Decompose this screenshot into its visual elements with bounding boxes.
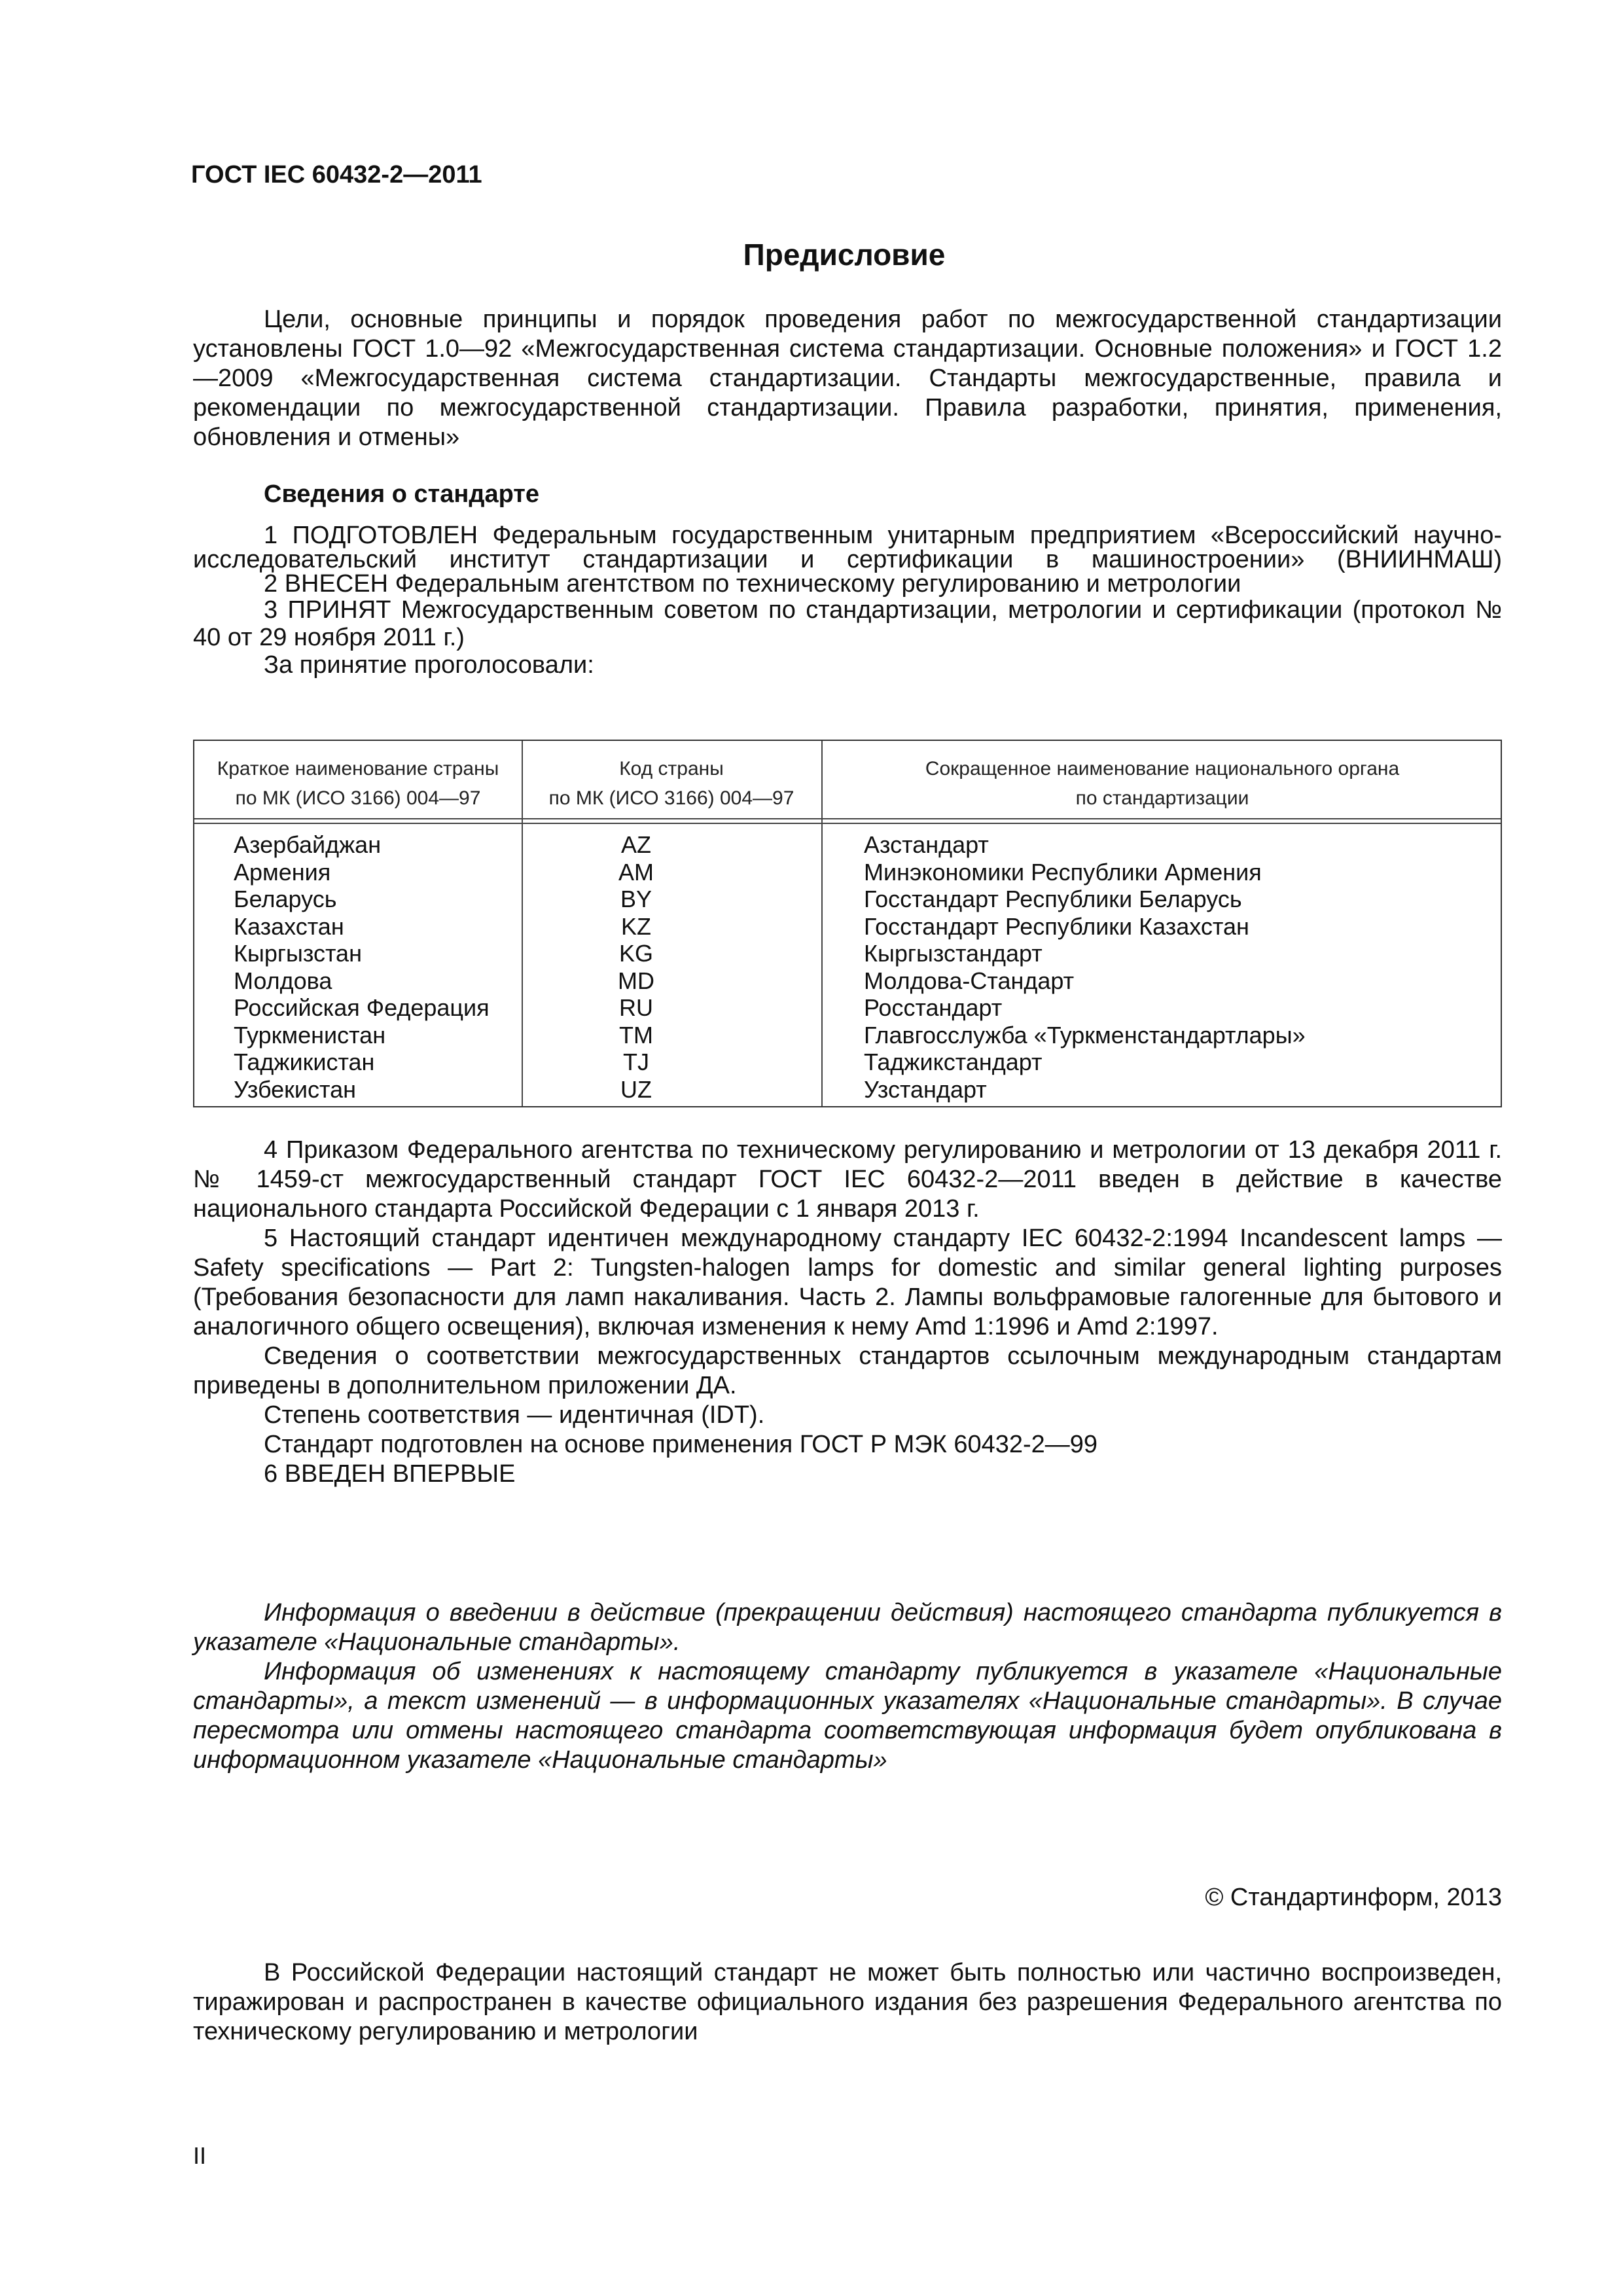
table-header-rule xyxy=(194,823,1501,824)
country-name: Кыргызстан xyxy=(234,940,362,967)
table-header-rule xyxy=(194,818,1501,819)
agency-name: Росстандарт xyxy=(864,994,1003,1021)
country-code: MD xyxy=(618,967,654,994)
page-title: Предисловие xyxy=(743,238,946,272)
agency-name: Госстандарт Республики Казахстан xyxy=(864,912,1249,940)
intro-section xyxy=(193,305,1502,452)
agency-name: Узстандарт xyxy=(864,1075,987,1103)
notice-paragraph: Информация о введении в действие (прекращении действия) настоящего стандарта публикуется в указателе «Национальные стандарты». xyxy=(193,1599,1502,1656)
table-header-code xyxy=(522,754,821,813)
country-name: Азербайджан xyxy=(234,831,382,858)
item-2: 2 ВНЕСЕН Федеральным агентством по техническому регулированию и метрологии xyxy=(264,570,1241,598)
item-1: 1 ПОДГОТОВЛЕН Федеральным государственным унитарным предприятием «Всероссийский научно-исследовательский институт стандартизации и сертификации в машиностроении» (ВНИИНМАШ) xyxy=(193,522,1502,573)
country-name: Молдова xyxy=(234,967,332,994)
notice-paragraph: Информация об изменениях к настоящему стандарту публикуется в указателе «Национальные стандарты», а текст изменений — в информационных указателях «Национальные стандарты». В случае пересмотра или отмены настоящего стандарта соответствующая информация будет опубликована в информационном указателе «Национальные стандарты» xyxy=(193,1658,1502,1774)
country-name: Туркменистан xyxy=(234,1021,386,1049)
item-5-references: Сведения о соответствии межгосударственных стандартов ссылочным международным стандартам приведены в дополнительном приложении ДА. xyxy=(193,1342,1502,1399)
country-code: AZ xyxy=(620,831,651,858)
copyright: © Стандартинформ, 2013 xyxy=(1205,1884,1502,1911)
country-name: Узбекистан xyxy=(234,1075,357,1103)
country-name: Казахстан xyxy=(234,912,344,940)
table-row xyxy=(194,886,1501,913)
agency-name: Госстандарт Республики Беларусь xyxy=(864,886,1242,912)
country-name: Беларусь xyxy=(234,886,337,912)
country-name: Российская Федерация xyxy=(234,994,490,1021)
item-5-basis: Стандарт подготовлен на основе применения ГОСТ Р МЭК 60432-2—99 xyxy=(264,1431,1098,1458)
item-6: 6 ВВЕДЕН ВПЕРВЫЕ xyxy=(264,1460,516,1488)
table-row xyxy=(194,1049,1501,1076)
item-5-degree: Степень соответствия — идентичная (IDT). xyxy=(264,1401,765,1429)
agency-name: Азстандарт xyxy=(864,831,989,858)
agency-name: Молдова-Стандарт xyxy=(864,967,1075,994)
agency-name: Главгосслужба «Туркменстандартлары» xyxy=(864,1021,1306,1049)
country-name: Таджикистан xyxy=(234,1049,375,1075)
items-1-3 xyxy=(193,524,1502,679)
country-name: Армения xyxy=(234,858,331,886)
item-4: 4 Приказом Федерального агентства по техническому регулированию и метрологии от 13 декабря 2011 г. № 1459-ст межгосударственный стандарт ГОСТ IEC 60432-2—2011 введен в действие в качестве национального стандарта Российской Федерации с 1 января 2013 г. xyxy=(193,1136,1502,1223)
document-header: ГОСТ IEC 60432-2—2011 xyxy=(191,161,482,188)
country-code: KG xyxy=(618,940,653,967)
item-5: 5 Настоящий стандарт идентичен международному стандарту IEC 60432-2:1994 Incandescent lamps — Safety specifications — Part 2: Tungsten-halogen lamps for domestic and similar general lighting purposes (Требования безопасности для ламп накаливания. Часть 2. Лампы вольфрамовые галогенные для бытового и аналогичного общего освещения), включая изменения к нему Amd 1:1996 и Amd 2:1997. xyxy=(193,1225,1502,1340)
header-text: Код страны по МК (ИСО 3166) 004—97 xyxy=(548,758,794,809)
items-4-6 xyxy=(193,1136,1502,1489)
table-row xyxy=(194,831,1501,859)
rights-notice xyxy=(193,1958,1502,2047)
country-code: KZ xyxy=(620,912,651,940)
agency-name: Минэкономики Республики Армения xyxy=(864,858,1262,886)
table-header-agency xyxy=(821,754,1503,813)
table-row xyxy=(194,1022,1501,1049)
table-header-country xyxy=(194,754,522,813)
table-row xyxy=(194,940,1501,967)
table-row xyxy=(194,967,1501,995)
voted-text: За принятие проголосовали: xyxy=(264,651,594,679)
country-code: RU xyxy=(619,994,653,1021)
agency-name: Кыргызстандарт xyxy=(864,940,1043,967)
page-number: II xyxy=(193,2142,207,2169)
table-row xyxy=(194,859,1501,886)
rights-paragraph: В Российской Федерации настоящий стандарт не может быть полностью или частично воспроизведен, тиражирован и распространен в качестве официального издания без разрешения Федерального агентства по техническому регулированию и метрологии xyxy=(193,1959,1502,2045)
item-3: 3 ПРИНЯТ Межгосударственным советом по стандартизации, метрологии и сертификации (протокол № 40 от 29 ноября 2011 г.) xyxy=(193,596,1502,651)
header-text: Сокращенное наименование национального органа по стандартизации xyxy=(925,758,1400,809)
country-code: AM xyxy=(618,858,654,886)
header-text: Краткое наименование страны по МК (ИСО 3166) 004—97 xyxy=(217,758,499,809)
voting-table xyxy=(193,740,1502,1107)
info-heading: Сведения о стандарте xyxy=(264,480,540,508)
table-row xyxy=(194,994,1501,1022)
publication-notice xyxy=(193,1598,1502,1775)
country-code: BY xyxy=(620,886,652,912)
country-code: UZ xyxy=(620,1075,652,1103)
country-code: TM xyxy=(619,1021,653,1049)
country-code: TJ xyxy=(623,1049,649,1075)
table-body xyxy=(194,831,1501,1103)
table-row xyxy=(194,913,1501,941)
intro-paragraph: Цели, основные принципы и порядок проведения работ по межгосударственной стандартизации установлены ГОСТ 1.0—92 «Межгосударственная система стандартизации. Основные положения» и ГОСТ 1.2—2009 «Межгосударственная система стандартизации. Стандарты межгосударственные, правила и рекомендации по межгосударственной стандартизации. Правила разработки, принятия, применения, обновления и отмены» xyxy=(193,306,1502,451)
table-row xyxy=(194,1076,1501,1103)
agency-name: Таджикстандарт xyxy=(864,1049,1043,1075)
